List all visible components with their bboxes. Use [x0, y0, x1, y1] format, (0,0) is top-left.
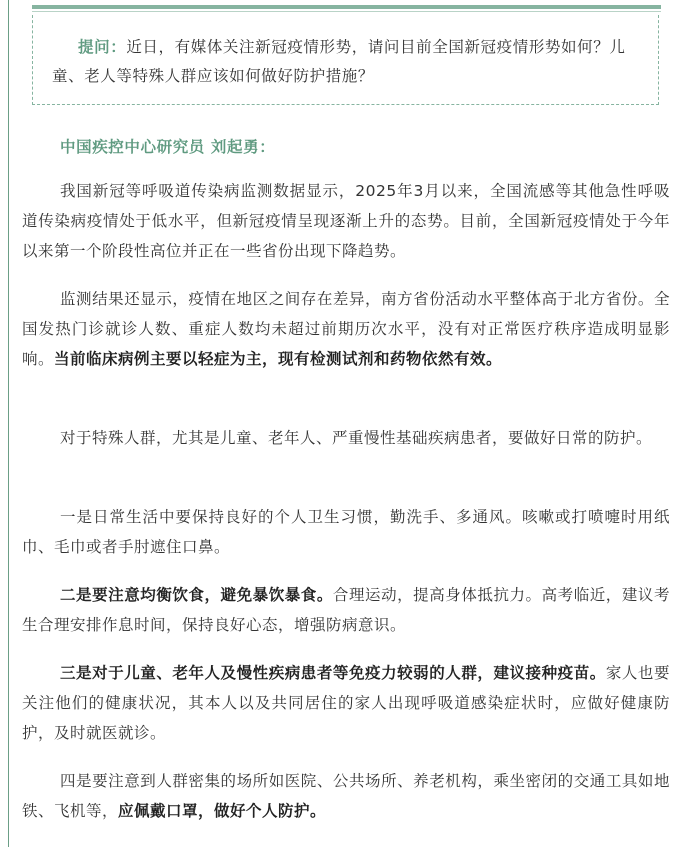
paragraph-text: 四是要注意到人群密集的场所如医院、公共场所、养老机构，乘坐密闭的交通工具如地铁、飞机等，: [22, 772, 670, 820]
paragraph-emphasis: 当前临床病例主要以轻症为主，现有检测试剂和药物依然有效。: [54, 350, 503, 368]
paragraph-regional-differences: [22, 284, 670, 374]
question-text: [52, 33, 652, 91]
top-decorative-rule-thin: [32, 11, 661, 12]
paragraph-text: 家人也要关注他们的健康状况，其本人以及共同居住的家人出现呼吸道感染症状时，应做好健康防护，及时就医就诊。: [22, 664, 670, 742]
paragraph-vaccination: [22, 658, 670, 748]
paragraph-text: 监测结果还显示，疫情在地区之间存在差异，南方省份活动水平整体高于北方省份。全国发热门诊就诊人数、重症人数均未超过前期历次水平，没有对正常医疗秩序造成明显影响。: [22, 290, 670, 368]
paragraph-diet: [22, 580, 670, 640]
paragraph-emphasis: 三是对于儿童、老年人及慢性疾病患者等免疫力较弱的人群，建议接种疫苗。: [60, 664, 606, 682]
top-decorative-rule: [32, 5, 661, 9]
paragraph-masks: [22, 766, 670, 826]
question-label: 提问：: [78, 38, 127, 56]
paragraph-special-groups: [22, 423, 670, 453]
paragraph-hygiene: [22, 502, 670, 562]
paragraph-text: 对于特殊人群，尤其是儿童、老年人、严重慢性基础疾病患者，要做好日常的防护。: [60, 429, 653, 447]
paragraph-emphasis: 二是要注意均衡饮食，避免暴饮暴食。: [60, 586, 333, 604]
paragraph-text: 我国新冠等呼吸道传染病监测数据显示，2025年3月以来，全国流感等其他急性呼吸道传染病疫情处于低水平，但新冠疫情呈现逐渐上升的态势。目前，全国新冠疫情处于今年以来第一个阶段性高位并正在一些省份出现下降趋势。: [22, 182, 670, 260]
paragraph-text: 一是日常生活中要保持良好的个人卫生习惯，勤洗手、多通风。咳嗽或打喷嚏时用纸巾、毛巾或者手肘遮住口鼻。: [22, 508, 670, 556]
speaker-name: 中国疾控中心研究员 刘起勇：: [60, 138, 276, 156]
paragraph-monitoring-data: [22, 176, 670, 266]
question-body: 近日，有媒体关注新冠疫情形势，请问目前全国新冠疫情形势如何？儿童、老人等特殊人群应该如何做好防护措施？: [52, 38, 626, 85]
paragraph-text: 合理运动，提高身体抵抗力。高考临近，建议考生合理安排作息时间，保持良好心态，增强防病意识。: [22, 586, 670, 634]
left-border-line: [8, 0, 9, 847]
paragraph-emphasis: 应佩戴口罩，做好个人防护。: [118, 802, 327, 820]
